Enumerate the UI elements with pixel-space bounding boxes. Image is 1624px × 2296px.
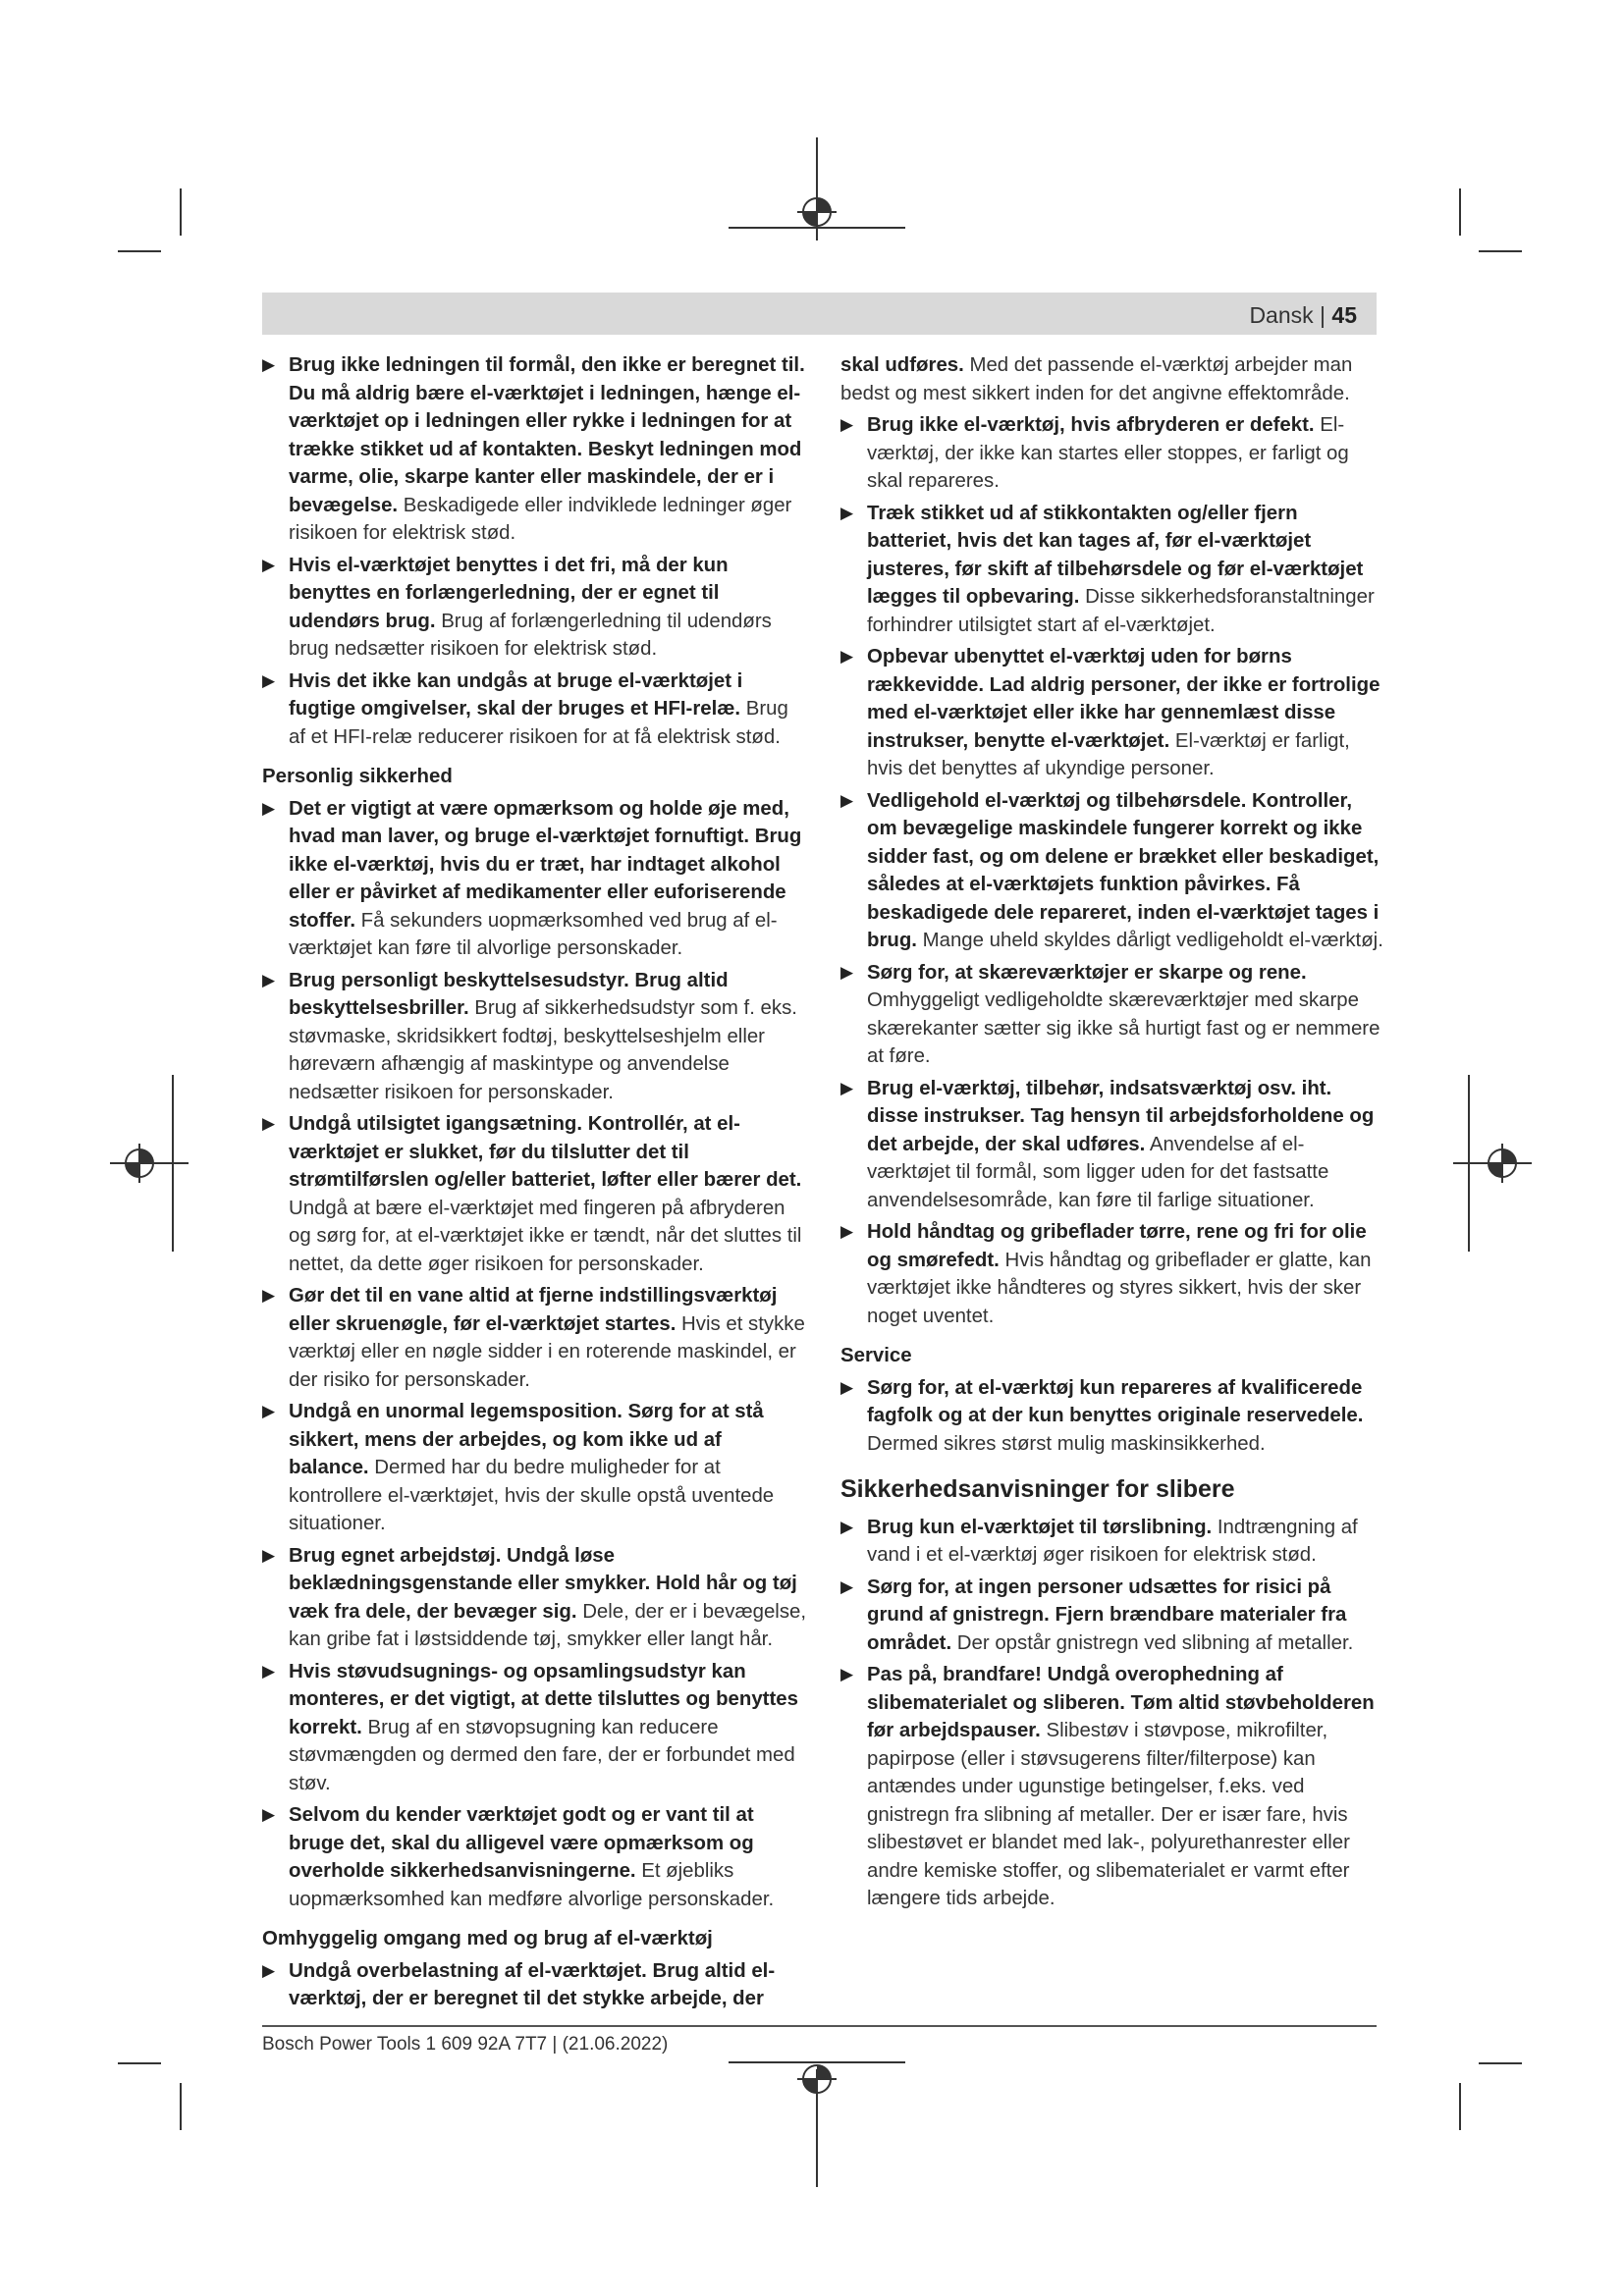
list-item	[262, 795, 807, 963]
bullet-arrow-icon: ▶	[262, 1661, 276, 1681]
list-tool-care	[262, 1957, 807, 2013]
item-normal-text: Få sekunders uopmærksomhed ved brug af el-værktøjet kan føre til alvorlige personskader.	[289, 909, 778, 959]
bullet-arrow-icon: ▶	[840, 647, 854, 666]
list-tool-care-continued	[840, 411, 1386, 1330]
left-column	[262, 351, 807, 2017]
item-normal-text: Omhyggeligt vedligeholdte skæreværktøjer med skarpe skærekanter sætter sig ikke så hurtigt fast og er nemmere at føre.	[867, 989, 1380, 1067]
footer-text: Bosch Power Tools 1 609 92A 7T7 | (21.06.2022)	[262, 2034, 669, 2055]
list-item-continuation	[840, 351, 1386, 407]
item-normal-text: El-værktøj, der ikke kan startes eller stoppes, er farligt og skal repareres.	[867, 414, 1349, 492]
list-item	[840, 1075, 1386, 1215]
list-item	[262, 1658, 807, 1798]
item-bold-text: Brug ikke ledningen til formål, den ikke er beregnet til. Du må aldrig bære el-værktøjet i ledningen, hænge el-værktøjet op i ledningen eller rykke i ledningen for at trække stikket ud af kontakten. Beskyt ledningen mod varme, olie, skarpe kanter eller maskindele, der er i bevægelse.	[289, 354, 805, 516]
item-bold-text: Brug personligt beskyttelsesudstyr. Brug altid beskyttelsesbriller.	[289, 969, 729, 1019]
item-bold-text: Hvis støvudsugnings- og opsamlingsudstyr kan monteres, er det vigtigt, at dette tilsluttes og benyttes korrekt.	[289, 1660, 798, 1738]
item-normal-text: Dele, der er i bevægelse, kan gribe fat i løstsiddende tøj, smykker eller langt hår.	[289, 1600, 807, 1650]
item-normal-text: Hvis et stykke værktøj eller en nøgle sidder i en roterende maskindel, er der risiko for personskader.	[289, 1312, 805, 1391]
item-normal-text: El-værktøj er farligt, hvis det benyttes af ukyndige personer.	[867, 729, 1350, 779]
list-item	[840, 500, 1386, 640]
page-number: 45	[1331, 302, 1357, 328]
item-normal-text: Dermed har du bedre muligheder for at kontrollere el-værktøjet, hvis der skulle opstå uventede situationer.	[289, 1457, 775, 1534]
bullet-arrow-icon: ▶	[840, 1377, 854, 1397]
item-normal-text: Undgå at bære el-værktøjet med fingeren på afbryderen og sørg for, at el-værktøjet ikke er tændt, når det sluttes til nettet, da dette øger risikoen for personskader.	[289, 1197, 802, 1275]
crop-mark	[1459, 2083, 1461, 2130]
item-bold-text: Hvis det ikke kan undgås at bruge el-værktøjet i fugtige omgivelser, skal der bruges et HFI-relæ.	[289, 669, 743, 720]
item-bold-text: Pas på, brandfare! Undgå overophedning af slibematerialet og sliberen. Tøm altid støvbeholderen før arbejdspauser.	[867, 1664, 1375, 1741]
item-bold-text: Brug ikke el-værktøj, hvis afbryderen er defekt.	[867, 414, 1315, 436]
list-item	[262, 1398, 807, 1538]
item-bold-text: Undgå overbelastning af el-værktøjet. Brug altid el-værktøj, der er beregnet til det stykke arbejde, der	[289, 1959, 776, 2009]
item-normal-text: Mange uheld skyldes dårligt vedligeholdt el-værktøj.	[922, 930, 1383, 951]
item-normal-text: Hvis håndtag og gribeflader er glatte, kan værktøjet ikke håndteres og styres sikkert, hvis der sker noget uventet.	[867, 1249, 1372, 1327]
bullet-arrow-icon: ▶	[840, 1078, 854, 1097]
list-grinder-safety	[840, 1514, 1386, 1913]
bullet-arrow-icon: ▶	[262, 355, 276, 374]
item-bold-text: Det er vigtigt at være opmærksom og holde øje med, hvad man laver, og bruge el-værktøjet fornuftigt. Brug ikke el-værktøj, hvis du er træt, har indtaget alkohol eller er påvirket af medikamenter eller euforiserende stoffer.	[289, 797, 802, 932]
item-bold-text: Undgå utilsigtet igangsætning. Kontrollér, at el-værktøjet er slukket, før du tilslutter det til strømtilførslen og/eller batteriet, løfter eller bærer det.	[289, 1113, 802, 1191]
item-normal-text: Brug af sikkerhedsudstyr som f. eks. støvmaske, skridsikkert fodtøj, beskyttelseshjelm eller høreværn afhængig af maskintype og anvendelse nedsætter risikoen for personskader.	[289, 997, 797, 1103]
item-normal-text: Dermed sikres størst mulig maskinsikkerhed.	[867, 1432, 1266, 1455]
bullet-arrow-icon: ▶	[262, 1805, 276, 1824]
item-normal-text: Disse sikkerhedsforanstaltninger forhindrer utilsigtet start af el-værktøjet.	[867, 586, 1375, 636]
registration-mark-icon	[729, 137, 905, 275]
list-general	[262, 351, 807, 751]
list-item	[840, 959, 1386, 1071]
item-normal-text: Beskadigede eller indviklede ledninger øger risikoen for elektrisk stød.	[289, 494, 792, 544]
heading-service: Service	[840, 1345, 912, 1366]
registration-mark-icon	[1453, 1075, 1532, 1252]
list-item	[840, 1574, 1386, 1658]
list-item	[840, 1374, 1386, 1459]
footer-divider	[262, 2025, 1377, 2027]
bullet-arrow-icon: ▶	[262, 1114, 276, 1133]
item-bold-text: Vedligehold el-værktøj og tilbehørsdele. Kontroller, om bevægelige maskindele fungerer korrekt og ikke sidder fast, og om delene er brækket eller beskadiget, således at el-værktøjets funktion påvirkes. Få beskadigede dele repareret, inden el-værktøjet tages i brug.	[867, 789, 1380, 951]
item-bold-text: Hold håndtag og gribeflader tørre, rene og fri for olie og smørefedt.	[867, 1221, 1367, 1271]
bullet-arrow-icon: ▶	[840, 415, 854, 434]
list-item	[262, 967, 807, 1107]
item-bold-text: Brug el-værktøj, tilbehør, indsatsværktøj osv. iht. disse instrukser. Tag hensyn til arbejdsforholdene og det arbejde, der skal udføres.	[867, 1077, 1375, 1155]
list-item	[262, 1110, 807, 1278]
heading-grinder-safety: Sikkerhedsanvisninger for slibere	[840, 1475, 1235, 1503]
crop-mark	[1479, 2062, 1522, 2064]
item-bold-text: Opbevar ubenyttet el-værktøj uden for børns rækkevidde. Lad aldrig personer, der ikke er fortrolige med el-værktøjet eller ikke har gennemlæst disse instrukser, benytte el-værktøjet.	[867, 646, 1380, 752]
list-item	[262, 1282, 807, 1394]
list-item	[840, 1661, 1386, 1913]
item-normal-text: Brug af forlængerledning til udendørs brug nedsætter risikoen for elektrisk stød.	[289, 610, 772, 660]
registration-mark-icon	[729, 2050, 905, 2187]
list-item	[840, 787, 1386, 955]
heading-tool-care: Omhyggelig omgang med og brug af el-værktøj	[262, 1928, 713, 1949]
item-bold-text: Sørg for, at el-værktøj kun repareres af kvalificerede fagfolk og at der kun benyttes originale reservedele.	[867, 1376, 1364, 1426]
list-item	[262, 351, 807, 548]
item-normal-text: Et øjebliks uopmærksomhed kan medføre alvorlige personskader.	[289, 1860, 775, 1910]
registration-mark-icon	[110, 1075, 189, 1252]
crop-mark	[118, 2062, 161, 2064]
list-item	[840, 411, 1386, 496]
item-normal-text: Der opstår gnistregn ved slibning af metaller.	[956, 1631, 1354, 1654]
bullet-arrow-icon: ▶	[840, 962, 854, 982]
bullet-arrow-icon: ▶	[840, 1576, 854, 1596]
header-language: Dansk	[1249, 302, 1314, 328]
bullet-arrow-icon: ▶	[840, 790, 854, 810]
list-service	[840, 1374, 1386, 1459]
crop-mark	[1479, 250, 1522, 252]
right-column	[840, 351, 1386, 1917]
item-normal-text: Anvendelse af el-værktøjet til formål, som ligger uden for det fastsatte anvendelsesområde, kan føre til farlige situationer.	[867, 1133, 1329, 1211]
list-item	[262, 667, 807, 752]
item-bold-text: Hvis el-værktøjet benyttes i det fri, må der kun benyttes en forlængerledning, der er egnet til udendørs brug.	[289, 554, 729, 632]
bullet-arrow-icon: ▶	[262, 1545, 276, 1565]
item-bold-text: Brug egnet arbejdstøj. Undgå løse beklædningsgenstande eller smykker. Hold hår og tøj væk fra dele, der bevæger sig.	[289, 1544, 797, 1623]
bullet-arrow-icon: ▶	[262, 1960, 276, 1980]
crop-mark	[180, 2083, 182, 2130]
item-bold-text: Gør det til en vane altid at fjerne indstillingsværktøj eller skruenøgle, før el-værktøjet startes.	[289, 1285, 778, 1335]
list-item	[262, 1542, 807, 1654]
list-personal-safety	[262, 795, 807, 1914]
page-header	[262, 293, 1377, 335]
item-bold-text: Sørg for, at ingen personer udsættes for risici på grund af gnistregn. Fjern brændbare materialer fra området.	[867, 1575, 1347, 1654]
item-normal-text: Brug af en støvopsugning kan reducere støvmængden og dermed den fare, der er forbundet med støv.	[289, 1716, 795, 1794]
item-bold-text: Brug kun el-værktøjet til tørslibning.	[867, 1516, 1213, 1538]
list-item	[262, 1957, 807, 2013]
list-item	[840, 1218, 1386, 1330]
bullet-arrow-icon: ▶	[262, 798, 276, 818]
item-bold-text: Sørg for, at skæreværktøjer er skarpe og rene.	[867, 961, 1307, 984]
item-bold-text: Træk stikket ud af stikkontakten og/eller fjern batteriet, hvis det kan tages af, før el-værktøjet justeres, før skift af tilbehørsdele og før el-værktøjet lægges til opbevaring.	[867, 502, 1364, 608]
item-normal-text: Slibestøv i støvpose, mikrofilter, papirpose (eller i støvsugerens filter/filterpose) kan antændes under ugunstige betingelser, f.eks. ved gnistregn fra slibning af metaller. Der er især fare, hvis slibestøvet er blandet med lak-, polyurethanrester eller andre kemiske stoffer, og slibematerialet er varmt efter længere tids arbejde.	[867, 1720, 1350, 1909]
crop-mark	[1459, 188, 1461, 236]
item-bold-text: Selvom du kender værktøjet godt og er vant til at bruge det, skal du alligevel være opmærksom og overholde sikkerhedsanvisningerne.	[289, 1804, 754, 1882]
header-label: Dansk | 45	[1249, 302, 1357, 328]
list-item	[262, 552, 807, 664]
bullet-arrow-icon: ▶	[262, 670, 276, 690]
list-item	[262, 1801, 807, 1913]
bullet-arrow-icon: ▶	[262, 1402, 276, 1420]
bullet-arrow-icon: ▶	[840, 1517, 854, 1536]
bullet-arrow-icon: ▶	[262, 1286, 276, 1305]
item-normal-text: Med det passende el-værktøj arbejder man bedst og mest sikkert inden for det angivne effektområde.	[840, 354, 1353, 404]
bullet-arrow-icon: ▶	[262, 555, 276, 574]
item-bold-text: Undgå en unormal legemsposition. Sørg for at stå sikkert, mens der arbejdes, og kom ikke ud af balance.	[289, 1401, 764, 1478]
bullet-arrow-icon: ▶	[262, 970, 276, 989]
item-bold-text: skal udføres.	[840, 354, 964, 376]
bullet-arrow-icon: ▶	[840, 503, 854, 522]
item-normal-text: Indtrængning af vand i et el-værktøj øger risikoen for elektrisk stød.	[867, 1516, 1358, 1566]
list-item	[840, 643, 1386, 783]
crop-mark	[118, 250, 161, 252]
bullet-arrow-icon: ▶	[840, 1222, 854, 1241]
list-item	[840, 1514, 1386, 1570]
crop-mark	[180, 188, 182, 236]
item-normal-text: Brug af et HFI-relæ reducerer risikoen for at få elektrisk stød.	[289, 698, 788, 748]
heading-personal-safety: Personlig sikkerhed	[262, 766, 453, 787]
bullet-arrow-icon: ▶	[840, 1665, 854, 1683]
